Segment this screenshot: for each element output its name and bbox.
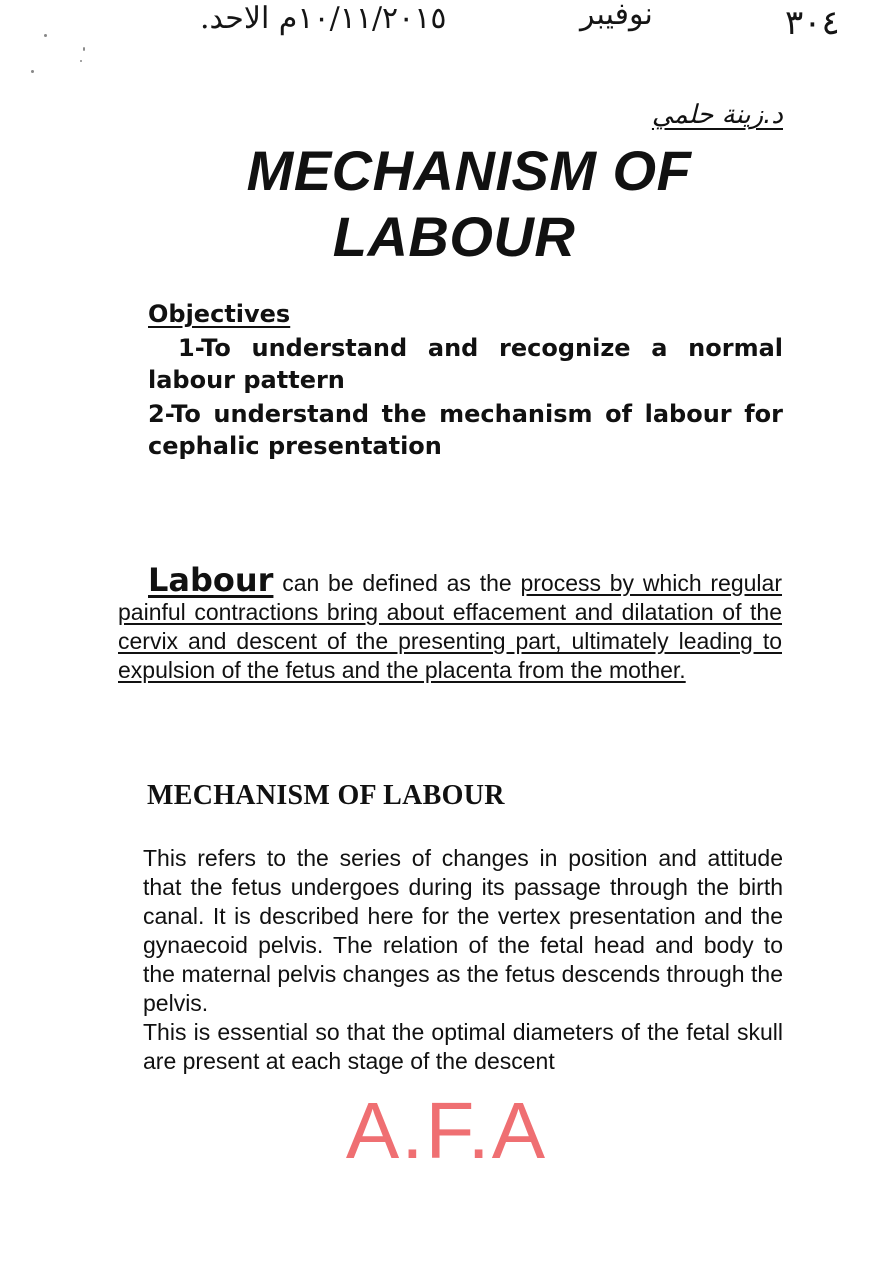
watermark-text: A.F.A xyxy=(345,1086,548,1175)
labour-definition xyxy=(118,561,782,685)
handwritten-center-note: نوفيبر xyxy=(580,0,653,32)
scan-speck xyxy=(44,34,47,37)
handwritten-page-code: ٣٠٤ xyxy=(785,3,840,43)
body-paragraph: This is essential so that the optimal diameters of the fetal skull are present at each stage of the descent xyxy=(143,1019,783,1074)
scan-speck xyxy=(31,70,34,73)
objectives-heading: Objectives xyxy=(148,300,291,328)
section-body xyxy=(143,844,783,1076)
scan-speck xyxy=(80,60,82,62)
section-heading: MECHANISM OF LABOUR xyxy=(147,780,505,811)
objective-item: 2-To understand the mechanism of labour for cephalic presentation xyxy=(148,400,783,460)
objectives-section xyxy=(148,298,783,462)
scan-speck xyxy=(83,47,85,51)
page-title-line-2: LABOUR xyxy=(332,205,576,268)
labour-term: Labour xyxy=(148,561,274,599)
labour-definition-text: process by which regular painful contractions bring about effacement and dilatation of the cervix and descent of the presenting part, ultimately leading to expulsion of the fetus and the placenta from the mother. xyxy=(118,570,782,683)
objective-item: 1-To understand and recognize a normal labour pattern xyxy=(148,334,783,394)
handwritten-date: ١٠/١١/٢٠١٥م الاحد. xyxy=(200,1,447,36)
labour-lead-text: can be defined as the xyxy=(273,570,521,596)
author-name: د.زينة حلمي xyxy=(651,100,783,130)
page-title-line-1: MECHANISM OF xyxy=(246,139,692,202)
body-paragraph: This refers to the series of changes in position and attitude that the fetus undergoes during its passage through the birth canal. It is described here for the vertex presentation and the gynaecoid pelvis. The relation of the fetal head and body to the maternal pelvis changes as the fetus descends through the pelvis. xyxy=(143,845,783,1016)
page-title xyxy=(0,138,893,270)
